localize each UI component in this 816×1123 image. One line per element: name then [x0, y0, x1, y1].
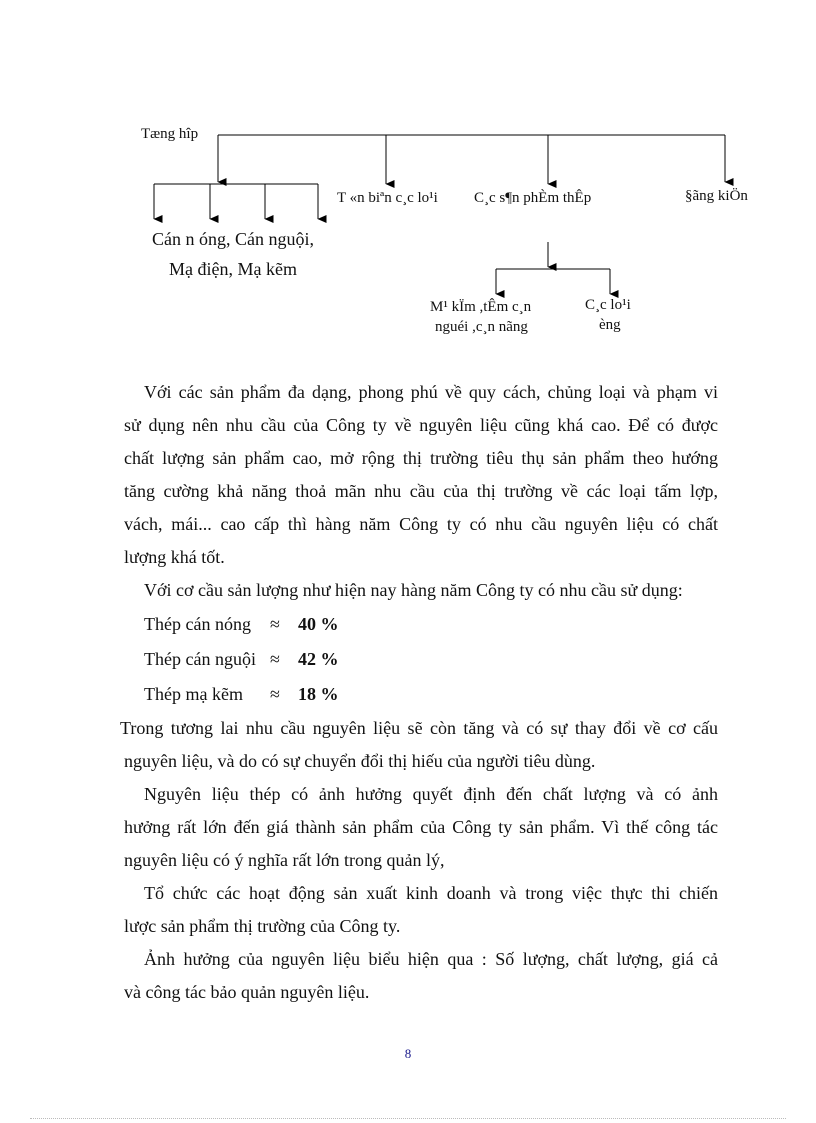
- paragraph-organization: [124, 877, 718, 943]
- diagram-low-grade-label: C¸c s¶n phÈm thÊp: [474, 190, 592, 206]
- page-bottom-divider: [30, 1118, 786, 1119]
- text-line: chất lượng sản phẩm cao, mở rộng thị trường tiêu thụ sản phẩm theo hướng: [124, 448, 718, 468]
- text-line: vách, mái... cao cấp thì hàng năm Công ty có nhu cầu nguyên liệu có chất: [124, 514, 718, 534]
- diagram-rolling-label: Cán n óng, Cán nguội,: [152, 229, 314, 249]
- text-line: Tổ chức các hoạt động sản xuất kinh doanh và trong việc thực thi chiến: [144, 883, 718, 903]
- steel-ratio-list: [124, 607, 718, 712]
- steel-type: Thép mạ kẽm: [144, 684, 243, 704]
- text-line: Nguyên liệu thép có ảnh hưởng quyết định đến chất lượng và có ảnh: [144, 784, 718, 804]
- text-line: và công tác bảo quản nguyên liệu.: [124, 982, 370, 1002]
- list-item: [124, 677, 718, 712]
- approx-symbol: ≈: [270, 684, 280, 704]
- paragraph-demand-intro: [124, 376, 718, 574]
- text-line: Với các sản phẩm đa dạng, phong phú về quy cách, chủng loại và phạm vi: [144, 382, 718, 402]
- paragraph-influence-factors: [124, 943, 718, 1009]
- text-line: Ảnh hưởng của nguyên liệu biểu hiện qua : Số lượng, chất lượng, giá cả: [144, 949, 718, 969]
- list-item: [124, 607, 718, 642]
- steel-percentage: 18 %: [298, 684, 339, 704]
- steel-type: Thép cán nguội: [144, 649, 256, 669]
- text-line: hưởng rất lớn đến giá thành sản phẩm của Công ty sản phẩm. Vì thế công tác: [124, 817, 718, 837]
- steel-percentage: 42 %: [298, 649, 339, 669]
- text-line: lượng khá tốt.: [124, 547, 225, 567]
- diagram-pipes-label-1: C¸c lo¹i: [585, 297, 631, 313]
- approx-symbol: ≈: [270, 614, 280, 634]
- diagram-connectors: [0, 0, 816, 350]
- text-line: nguyên liệu có ý nghĩa rất lớn trong quản lý,: [124, 850, 445, 870]
- body-text: [120, 376, 718, 1009]
- steel-percentage: 40 %: [298, 614, 339, 634]
- text-line: sử dụng nên nhu cầu của Công ty về nguyên liệu cũng khá cao. Để có được: [124, 415, 718, 435]
- text-line: lược sản phẩm thị trường của Công ty.: [124, 916, 401, 936]
- paragraph-material-influence: [124, 778, 718, 877]
- diagram-zinc-sheets-label-2: nguéi ,c¸n nãng: [435, 319, 528, 335]
- approx-symbol: ≈: [270, 649, 280, 669]
- text-line: Trong tương lai nhu cầu nguyên liệu sẽ còn tăng và có sự thay đổi về cơ cấu: [120, 718, 718, 738]
- diagram-root-label: Tæng hîp: [141, 126, 199, 142]
- diagram-zinc-sheets-label-1: M¹ kÏm ,tÊm c¸n: [430, 299, 532, 315]
- text-line: nguyên liệu, và do có sự chuyển đổi thị hiếu của người tiêu dùng.: [124, 751, 596, 771]
- product-classification-diagram: [0, 0, 816, 350]
- diagram-edge-sheets-label: T «n biªn c¸c lo¹i: [337, 190, 438, 206]
- diagram-pipes-label-2: èng: [599, 317, 621, 333]
- steel-type: Thép cán nóng: [144, 614, 251, 634]
- paragraph-usage-structure: Với cơ cầu sản lượng như hiện nay hàng năm Công ty có nhu cầu sử dụng:: [144, 580, 683, 600]
- text-line: tăng cường khả năng thoả mãn nhu cầu của thị trường về các loại tấm lợp,: [124, 481, 718, 501]
- diagram-coating-label: Mạ điện, Mạ kẽm: [169, 259, 297, 279]
- paragraph-future-demand: [120, 712, 718, 778]
- diagram-packing-label: §ãng kiÖn: [685, 188, 748, 204]
- list-item: [124, 642, 718, 677]
- page-number: 8: [404, 1046, 412, 1061]
